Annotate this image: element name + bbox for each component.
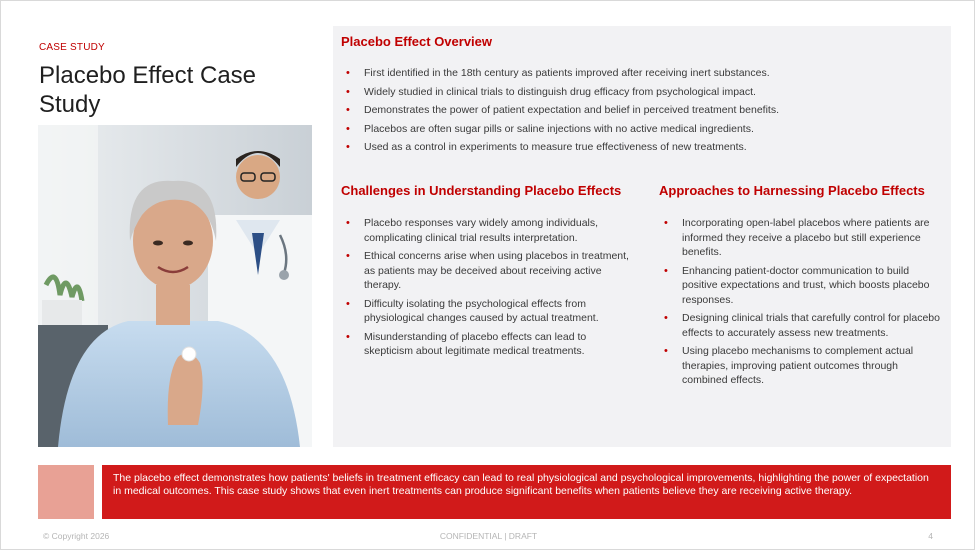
challenges-heading: Challenges in Understanding Placebo Effects xyxy=(341,183,622,198)
eyebrow-label: CASE STUDY xyxy=(39,42,105,53)
list-item: • Widely studied in clinical trials to distinguish drug efficacy from psychological impact. xyxy=(341,85,941,100)
list-item: • Placebos are often sugar pills or saline injections with no active medical ingredients. xyxy=(341,122,941,137)
approaches-list xyxy=(659,216,945,392)
page-number: 4 xyxy=(928,531,933,541)
list-item: • Enhancing patient-doctor communication to build positive expectations and trust, which boosts placebo responses. xyxy=(659,264,945,308)
list-item: • Placebo responses vary widely among individuals, complicating clinical trial results interpretation. xyxy=(341,216,633,245)
approaches-heading: Approaches to Harnessing Placebo Effects xyxy=(659,183,925,198)
overview-heading: Placebo Effect Overview xyxy=(341,34,493,49)
list-item: • Designing clinical trials that carefully control for placebo effects to accurately assess new treatments. xyxy=(659,311,945,340)
list-item: • First identified in the 18th century as patients improved after receiving inert substances. xyxy=(341,66,941,81)
footer-copyright: © Copyright 2026 xyxy=(43,531,110,541)
summary-bar: The placebo effect demonstrates how patients' beliefs in treatment efficacy can lead to real physiological and psychological improvements, highlighting the power of expectation in medical outcomes. This case study shows that even inert treatments can produce significant benefits when patients believe they are receiving active therapy. xyxy=(102,465,951,519)
list-item: • Difficulty isolating the psychological effects from physiological changes caused by actual treatment. xyxy=(341,297,633,326)
slide-title: Placebo Effect Case Study xyxy=(39,62,257,118)
list-item: • Incorporating open-label placebos where patients are informed they receive a placebo but still experience benefits. xyxy=(659,216,945,260)
list-item: • Misunderstanding of placebo effects can lead to skepticism about legitimate medical treatments. xyxy=(341,330,633,359)
list-item: • Demonstrates the power of patient expectation and belief in perceived treatment benefits. xyxy=(341,103,941,118)
patient-doctor-photo xyxy=(38,125,312,447)
list-item: • Used as a control in experiments to measure true effectiveness of new treatments. xyxy=(341,140,941,155)
challenges-list xyxy=(341,216,633,363)
overview-list xyxy=(341,66,941,159)
list-item: • Using placebo mechanisms to complement actual therapies, improving patient outcomes through combined effects. xyxy=(659,344,945,388)
footer-confidential: CONFIDENTIAL | DRAFT xyxy=(439,531,538,541)
list-item: • Ethical concerns arise when using placebos in treatment, as patients may be deceived about receiving active therapy. xyxy=(341,249,633,293)
photo-illustration xyxy=(38,125,312,447)
accent-square xyxy=(38,465,94,519)
